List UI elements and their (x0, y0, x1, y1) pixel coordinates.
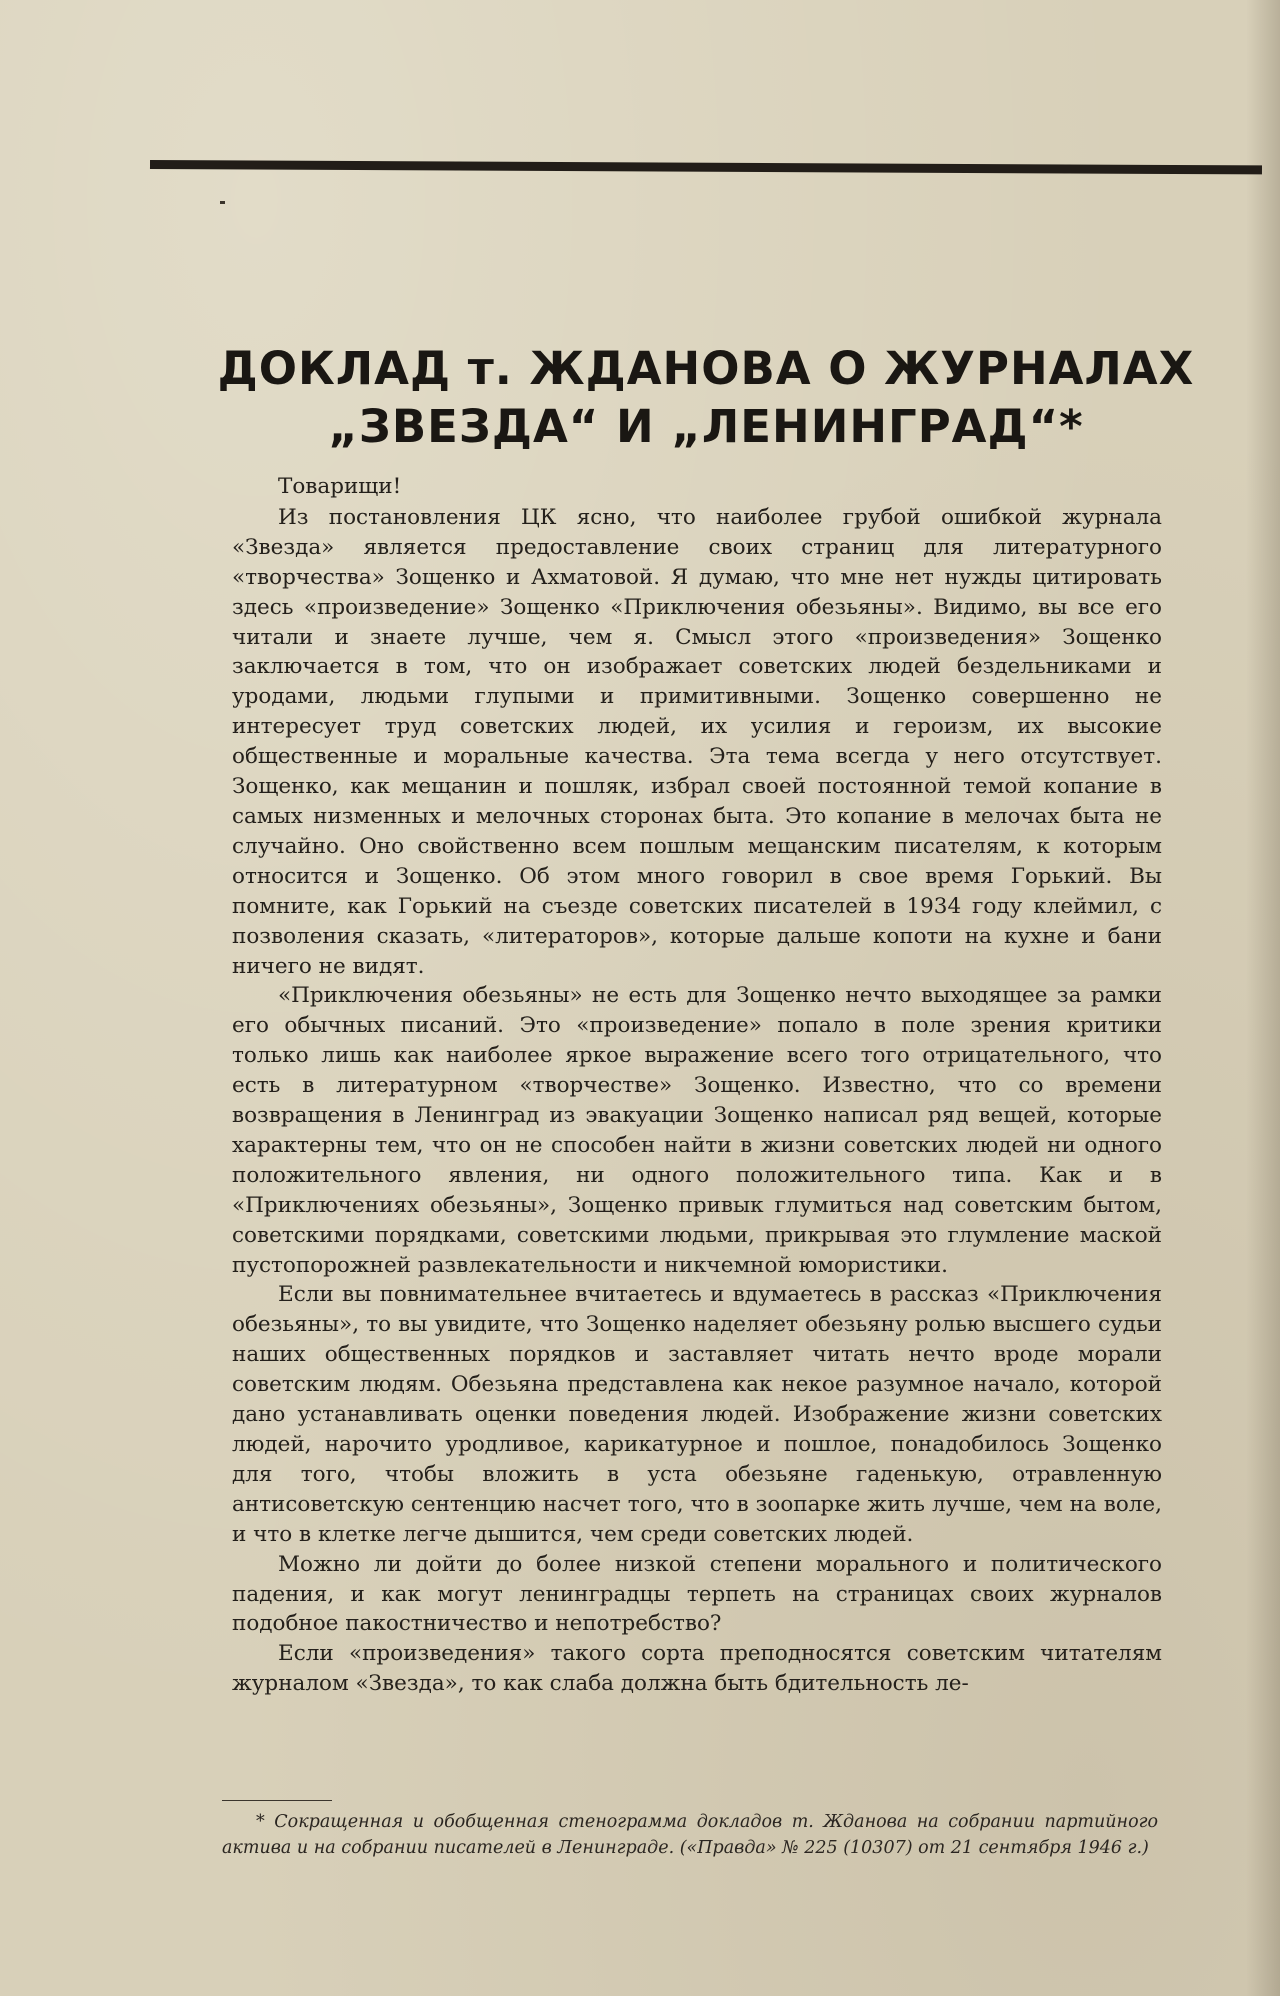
title-line-2: „ЗВЕЗДА“ И „ЛЕНИНГРАД“* (328, 400, 1084, 453)
paragraph: Если «произведения» такого сорта преподносятся советским читателям журналом «Звезда», то как слаба должна быть бдительность ле- (232, 1641, 1162, 1697)
print-speck (220, 201, 225, 204)
paragraph: Из постановления ЦК ясно, что наиболее грубой ошибкой журнала «Звезда» является предоставление своих страниц для литературного «творчества» Зощенко и Ахматовой. Я думаю, что мне нет нужды цитировать здесь «произведение» Зощенко «Приключения обезьяны». Видимо, вы все его читали и знаете лучше, чем я. Смысл этого «произведения» Зощенко заключается в том, что он изображает советских людей бездельниками и уродами, людьми глупыми и примитивными. Зощенко совершенно не интересует труд советских людей, их усилия и героизм, их высокие общественные и моральные качества. Эта тема всегда у него отсутствует. Зощенко, как мещанин и пошляк, избрал своей постоянной темой копание в самых низменных и мелочных сторонах быта. Это копание в мелочах быта не случайно. Оно свойственно всем пошлым мещанским писателям, к которым относится и Зощенко. Об этом много говорил в свое время Горький. Вы помните, как Горький на съезде советских писателей в 1934 году клеймил, с позволения сказать, «литераторов», которые дальше копоти на кухне и бани ничего не видят. (232, 504, 1162, 979)
top-rule (150, 160, 1262, 174)
page-edge-shadow (1246, 0, 1280, 1996)
paragraph: Можно ли дойти до более низкой степени морального и политического падения, и как могут ленинградцы терпеть на страницах своих журналов подобное пакостничество и непотребство? (232, 1551, 1162, 1637)
paragraph: «Приключения обезьяны» не есть для Зощенко нечто выходящее за рамки его обычных писаний. Это «произведение» попало в поле зрения критики только лишь как наиболее яркое выражение всего того отрицательного, что есть в литературном «творчестве» Зощенко. Известно, что со времени возвращения в Ленинград из эвакуации Зощенко написал ряд вещей, которые характерны тем, что он не способен найти в жизни советских людей ни одного положительного явления, ни одного положительного типа. Как и в «Приключениях обезьяны», Зощенко привык глумиться над советским бытом, советскими порядками, советскими людьми, прикрывая это глумление маской пустопорожней развлекательности и никчемной юмористики. (232, 983, 1162, 1278)
article-body (232, 472, 1162, 1699)
paragraph: Если вы повнимательнее вчитаетесь и вдумаетесь в рассказ «Приключения обезьяны», то вы увидите, что Зощенко наделяет обезьяну ролью высшего судьи наших общественных порядков и заставляет читать нечто вроде морали советским людям. Обезьяна представлена как некое разумное начало, которой дано устанавливать оценки поведения людей. Изображение жизни советских людей, нарочито уродливое, карикатурное и пошлое, понадобилось Зощенко для того, чтобы вложить в уста обезьяне гаденькую, отравленную антисоветскую сентенцию насчет того, что в зоопарке жить лучше, чем на воле, и что в клетке легче дышится, чем среди советских людей. (232, 1282, 1162, 1547)
title-line-1: ДОКЛАД т. ЖДАНОВА О ЖУРНАЛАХ (217, 342, 1195, 395)
footnote-rule (222, 1800, 332, 1801)
footnote (222, 1809, 1158, 1861)
article-title (150, 340, 1262, 456)
salutation: Товарищи! (278, 474, 402, 499)
footnote-text: * Сокращенная и обобщенная стенограмма докладов т. Жданова на собрании партийного актива и на собрании писателей в Ленинграде. («Правда» № 225 (10307) от 21 сентября 1946 г.) (222, 1812, 1158, 1858)
